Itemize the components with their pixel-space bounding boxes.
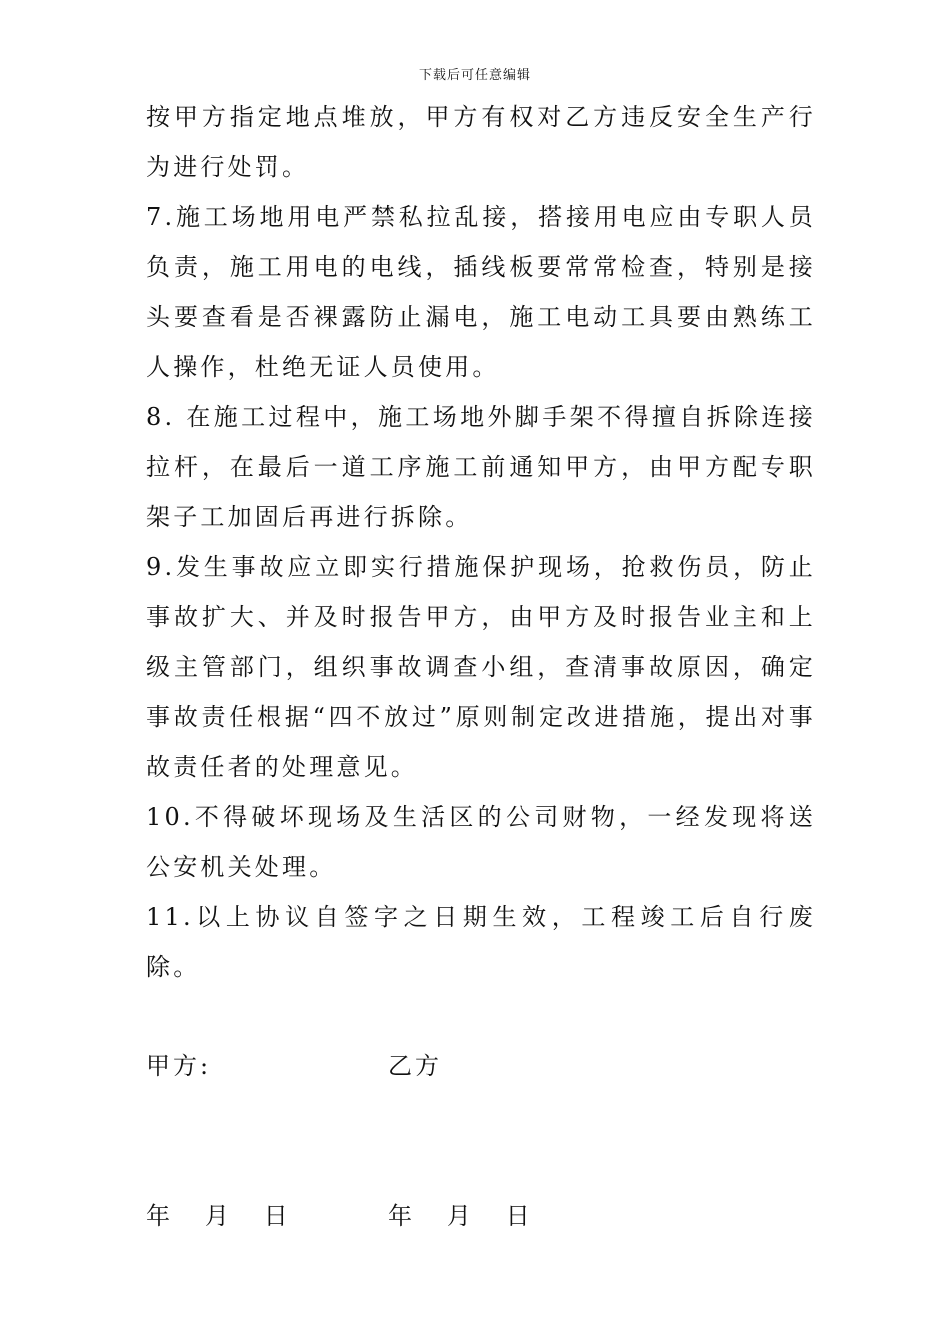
- page-header-note: 下载后可任意编辑: [418, 68, 531, 83]
- paragraph-item-7: 7.施工场地用电严禁私拉乱接，搭接用电应由专职人员负责，施工用电的电线，插线板要常常检查，特别是接头要查看是否裸露防止漏电，施工电动工具要由熟练工人操作，杜绝无证人员使用。: [146, 203, 816, 381]
- party-b-date: 年 月 日: [388, 1202, 533, 1230]
- paragraph-continuation: 按甲方指定地点堆放，甲方有权对乙方违反安全生产行为进行处罚。: [146, 103, 816, 181]
- party-a-date: 年 月 日: [146, 1202, 291, 1230]
- paragraph-item-8: 8. 在施工过程中，施工场地外脚手架不得擅自拆除连接拉杆，在最后一道工序施工前通知甲方，由甲方配专职架子工加固后再进行拆除。: [146, 403, 816, 531]
- paragraph-item-10: 10.不得破坏现场及生活区的公司财物，一经发现将送公安机关处理。: [146, 803, 816, 881]
- paragraph-item-11: 11.以上协议自签字之日期生效，工程竣工后自行废除。: [146, 903, 816, 981]
- paragraph-item-9: 9.发生事故应立即实行措施保护现场，抢救伤员，防止事故扩大、并及时报告甲方，由甲方及时报告业主和上级主管部门，组织事故调查小组，查清事故原因，确定事故责任根据“四不放过”原则制定改进措施，提出对事故责任者的处理意见。: [146, 553, 816, 781]
- document-body: [146, 92, 816, 992]
- party-a-label: 甲方:: [146, 1052, 212, 1080]
- party-b-label: 乙方: [388, 1052, 442, 1080]
